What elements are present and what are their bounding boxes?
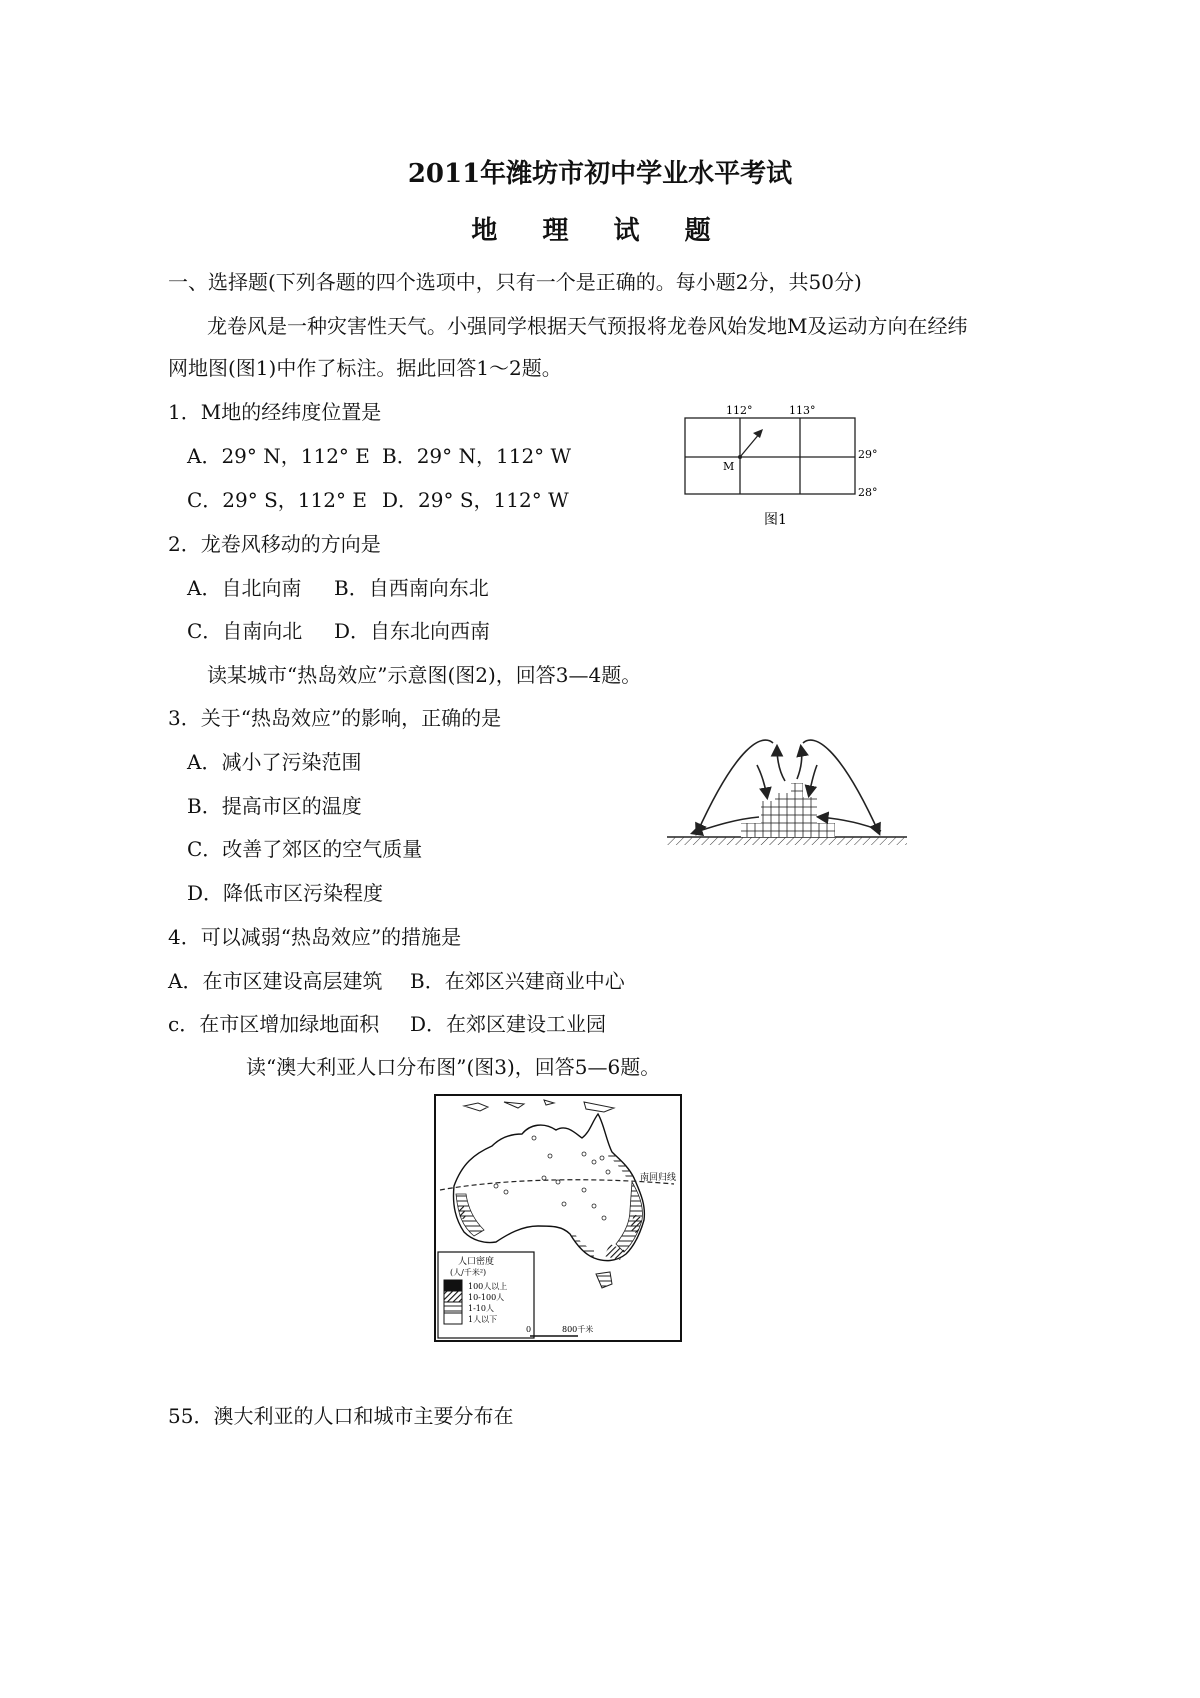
q4-option-b: B．在郊区兴建商业中心 (410, 969, 625, 993)
section-heading: 一、选择题(下列各题的四个选项中，只有一个是正确的。每小题2分，共50分) (168, 270, 862, 294)
intro-1-line-1: 龙卷风是一种灾害性天气。小强同学根据天气预报将龙卷风始发地M及运动方向在经纬 (207, 314, 968, 338)
exam-title: 2011年潍坊市初中学业水平考试 (407, 159, 793, 189)
fig3-tropic-label: 南回归线 (640, 1173, 677, 1183)
figure-2-heat-island-diagram (667, 735, 907, 850)
q4-stem: 4．可以减弱“热岛效应”的措施是 (168, 925, 462, 949)
q3-option-a: A．减小了污染范围 (187, 750, 362, 774)
q4-option-c: c．在市区增加绿地面积 (168, 1012, 380, 1036)
q2-option-a: A．自北向南 (187, 576, 302, 600)
q1-option-c: C．29° S，112° E (187, 488, 367, 512)
intro-1-line-2: 网地图(图1)中作了标注。据此回答1～2题。 (168, 356, 562, 380)
fig1-caption: 图1 (764, 512, 787, 528)
intro-3: 读“澳大利亚人口分布图”(图3)，回答5—6题。 (246, 1055, 661, 1079)
figure-1-grid-map (676, 400, 906, 530)
fig3-legend-item-3: 1-10人 (468, 1304, 494, 1313)
fig1-point-m: M (723, 460, 735, 473)
q3-option-c: C．改善了郊区的空气质量 (187, 837, 423, 861)
intro-2: 读某城市“热岛效应”示意图(图2)，回答3—4题。 (207, 663, 642, 687)
q3-stem: 3．关于“热岛效应”的影响，正确的是 (168, 706, 502, 730)
q2-option-c: C．自南向北 (187, 619, 303, 643)
q3-option-b: B．提高市区的温度 (187, 794, 362, 818)
q2-option-b: B．自西南向东北 (334, 576, 489, 600)
fig3-legend-item-1: 100人以上 (468, 1282, 508, 1291)
fig1-lon-113: 113° (789, 404, 816, 417)
fig3-scale-zero: 0 (526, 1325, 532, 1334)
q1-option-d: D．29° S，112° W (382, 488, 569, 512)
q1-stem: 1．M地的经纬度位置是 (168, 400, 382, 424)
fig3-scale-label: 800千米 (562, 1325, 594, 1334)
q1-option-b: B．29° N，112° W (382, 444, 572, 468)
q5-stem: 55．澳大利亚的人口和城市主要分布在 (168, 1404, 514, 1428)
figure-3-australia-population-map (434, 1094, 682, 1342)
fig3-legend-unit: (人/千米²) (450, 1268, 487, 1277)
q2-stem: 2．龙卷风移动的方向是 (168, 532, 381, 556)
q1-option-a: A．29° N，112° E (187, 444, 370, 468)
q2-option-d: D．自东北向西南 (334, 619, 491, 643)
fig1-lon-112: 112° (726, 404, 753, 417)
q4-option-a: A．在市区建设高层建筑 (168, 969, 383, 993)
fig3-legend-title: 人口密度 (458, 1257, 495, 1267)
q3-option-d: D．降低市区污染程度 (187, 881, 384, 905)
fig1-lat-28: 28° (858, 486, 878, 499)
fig3-legend-item-4: 1人以下 (468, 1315, 498, 1324)
exam-subtitle: 地 理 试 题 (471, 216, 729, 246)
fig1-lat-29: 29° (858, 448, 878, 461)
fig3-legend-item-2: 10-100人 (468, 1293, 505, 1302)
q4-option-d: D．在郊区建设工业园 (410, 1012, 607, 1036)
